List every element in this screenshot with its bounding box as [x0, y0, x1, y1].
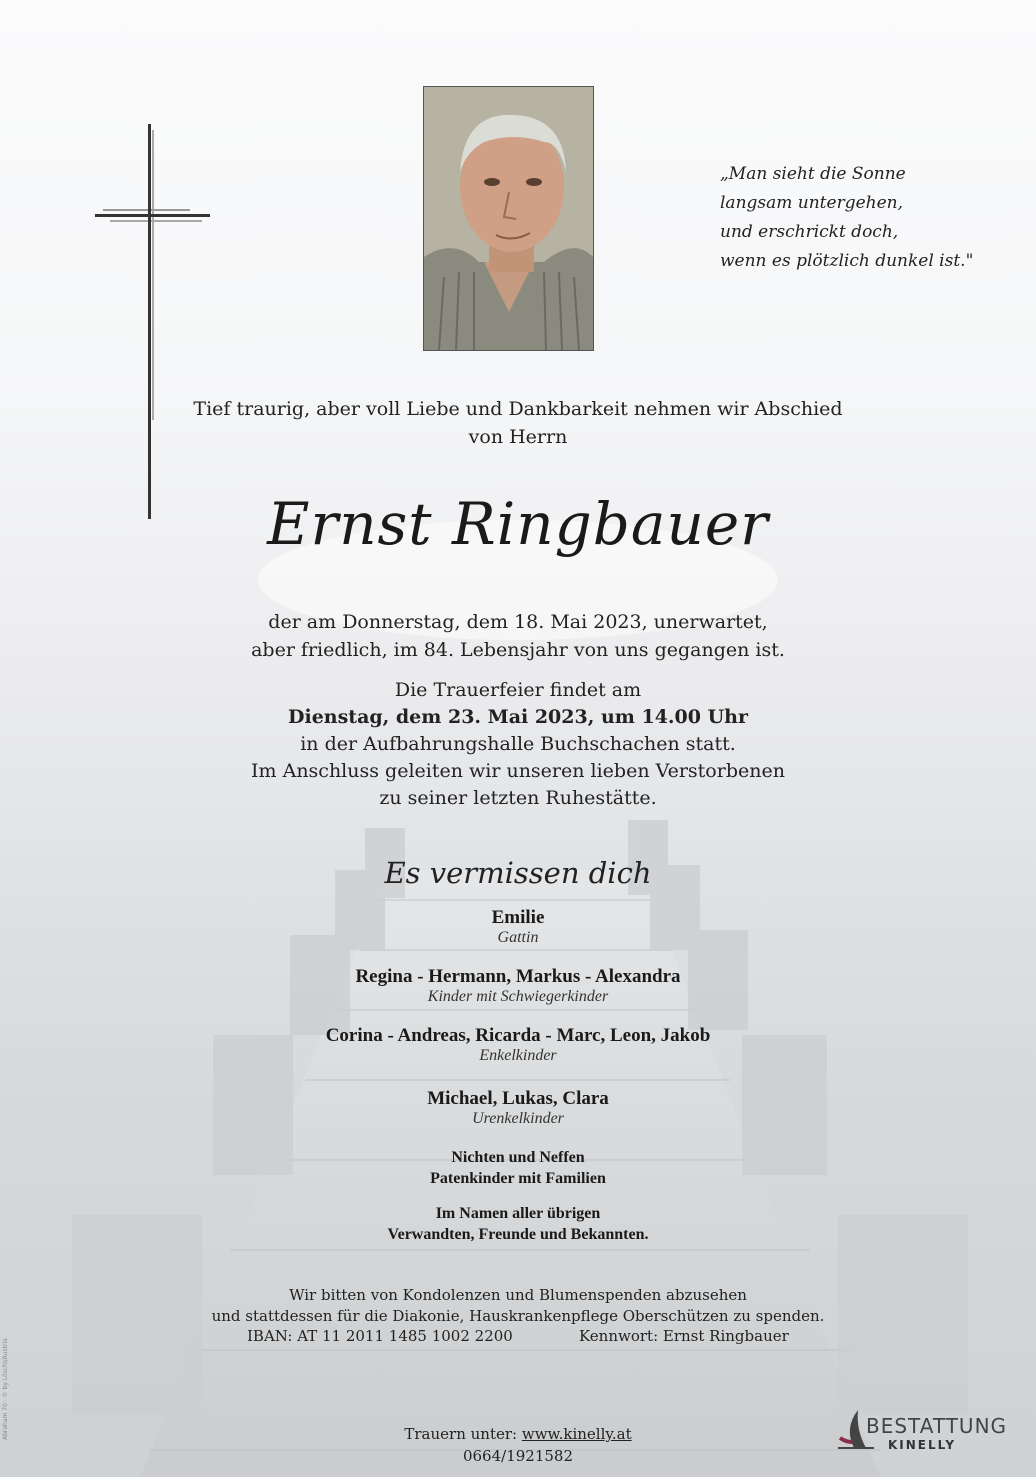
- intro-line-1: Tief traurig, aber voll Liebe und Dankbarkeit nehmen wir Abschied: [193, 398, 843, 420]
- mourner-group: [0, 907, 1036, 947]
- mourner-extra-line: Verwandten, Freunde und Bekannten.: [387, 1226, 649, 1243]
- death-notice-line-2: aber friedlich, im 84. Lebensjahr von uns gegangen ist.: [251, 639, 785, 661]
- mourner-role: Kinder mit Schwiegerkinder: [427, 988, 609, 1005]
- mourner-group: [0, 1025, 1036, 1065]
- side-print-note: Abraham 70 · © by Löschl/Austria: [2, 1338, 9, 1440]
- funeral-line-1: Die Trauerfeier findet am: [394, 679, 642, 701]
- portrait-photo: [423, 86, 594, 351]
- cross-shadow-horizontal-2: [110, 220, 202, 222]
- mourner-role: Enkelkinder: [479, 1047, 557, 1064]
- funeral-line-3: in der Aufbahrungshalle Buchschachen statt.: [300, 733, 736, 755]
- mourner-names: Emilie: [491, 907, 545, 928]
- mourner-extra-line: Nichten und Neffen: [451, 1149, 585, 1166]
- logo-text-kinelly: KINELLY: [888, 1438, 957, 1452]
- funeral-details: [0, 677, 1036, 812]
- logo-text-bestattung: BESTATTUNG: [866, 1414, 1008, 1438]
- mourner-extra-1: [0, 1147, 1036, 1189]
- mourner-names: Corina - Andreas, Ricarda - Marc, Leon, Jakob: [325, 1025, 711, 1046]
- mourner-group: [0, 1088, 1036, 1128]
- donation-request: [0, 1285, 1036, 1327]
- mourner-extra-2: [0, 1203, 1036, 1245]
- quote-line: wenn es plötzlich dunkel ist.": [720, 251, 974, 271]
- mourner-extra-line: Im Namen aller übrigen: [435, 1205, 601, 1222]
- donation-line-1: Wir bitten von Kondolenzen und Blumenspenden abzusehen: [289, 1286, 747, 1304]
- kinelly-website-link[interactable]: www.kinelly.at: [521, 1425, 632, 1443]
- cross-icon: [148, 124, 151, 519]
- phone-number: 0664/1921582: [462, 1447, 574, 1465]
- intro-text: [0, 395, 1036, 451]
- donation-keyword: Kennwort: Ernst Ringbauer: [579, 1327, 789, 1345]
- mourner-role: Gattin: [497, 929, 539, 946]
- intro-line-2: von Herrn: [468, 426, 568, 448]
- mourner-group: [0, 966, 1036, 1006]
- mourners-heading: Es vermissen dich: [384, 856, 652, 890]
- death-notice: [0, 608, 1036, 664]
- funeral-line-5: zu seiner letzten Ruhestätte.: [379, 787, 657, 809]
- cross-icon-bar: [95, 214, 210, 217]
- quote-line: und erschrickt doch,: [720, 222, 899, 242]
- mourner-names: Michael, Lukas, Clara: [427, 1088, 609, 1109]
- quote-line: „Man sieht die Sonne: [720, 164, 906, 184]
- mourner-role: Urenkelkinder: [472, 1110, 564, 1127]
- mourner-names: Regina - Hermann, Markus - Alexandra: [355, 966, 681, 987]
- memorial-quote: [720, 160, 980, 276]
- condolence-prefix: Trauern unter:: [404, 1425, 518, 1443]
- death-notice-line-1: der am Donnerstag, dem 18. Mai 2023, unerwartet,: [268, 611, 768, 633]
- cross-shadow-horizontal: [103, 209, 190, 211]
- bestattung-kinelly-logo: [836, 1408, 1008, 1458]
- deceased-name: Ernst Ringbauer: [267, 490, 769, 558]
- quote-line: langsam untergehen,: [720, 193, 904, 213]
- donation-line-2: und stattdessen für die Diakonie, Hauskrankenpflege Oberschützen zu spenden.: [211, 1307, 825, 1325]
- funeral-line-4: Im Anschluss geleiten wir unseren lieben Verstorbenen: [251, 760, 785, 782]
- iban-number: IBAN: AT 11 2011 1485 1002 2200: [247, 1327, 513, 1345]
- mourner-extra-line: Patenkinder mit Familien: [430, 1170, 606, 1187]
- funeral-date-time: Dienstag, dem 23. Mai 2023, um 14.00 Uhr: [288, 706, 748, 728]
- cross-shadow-vertical: [152, 130, 154, 420]
